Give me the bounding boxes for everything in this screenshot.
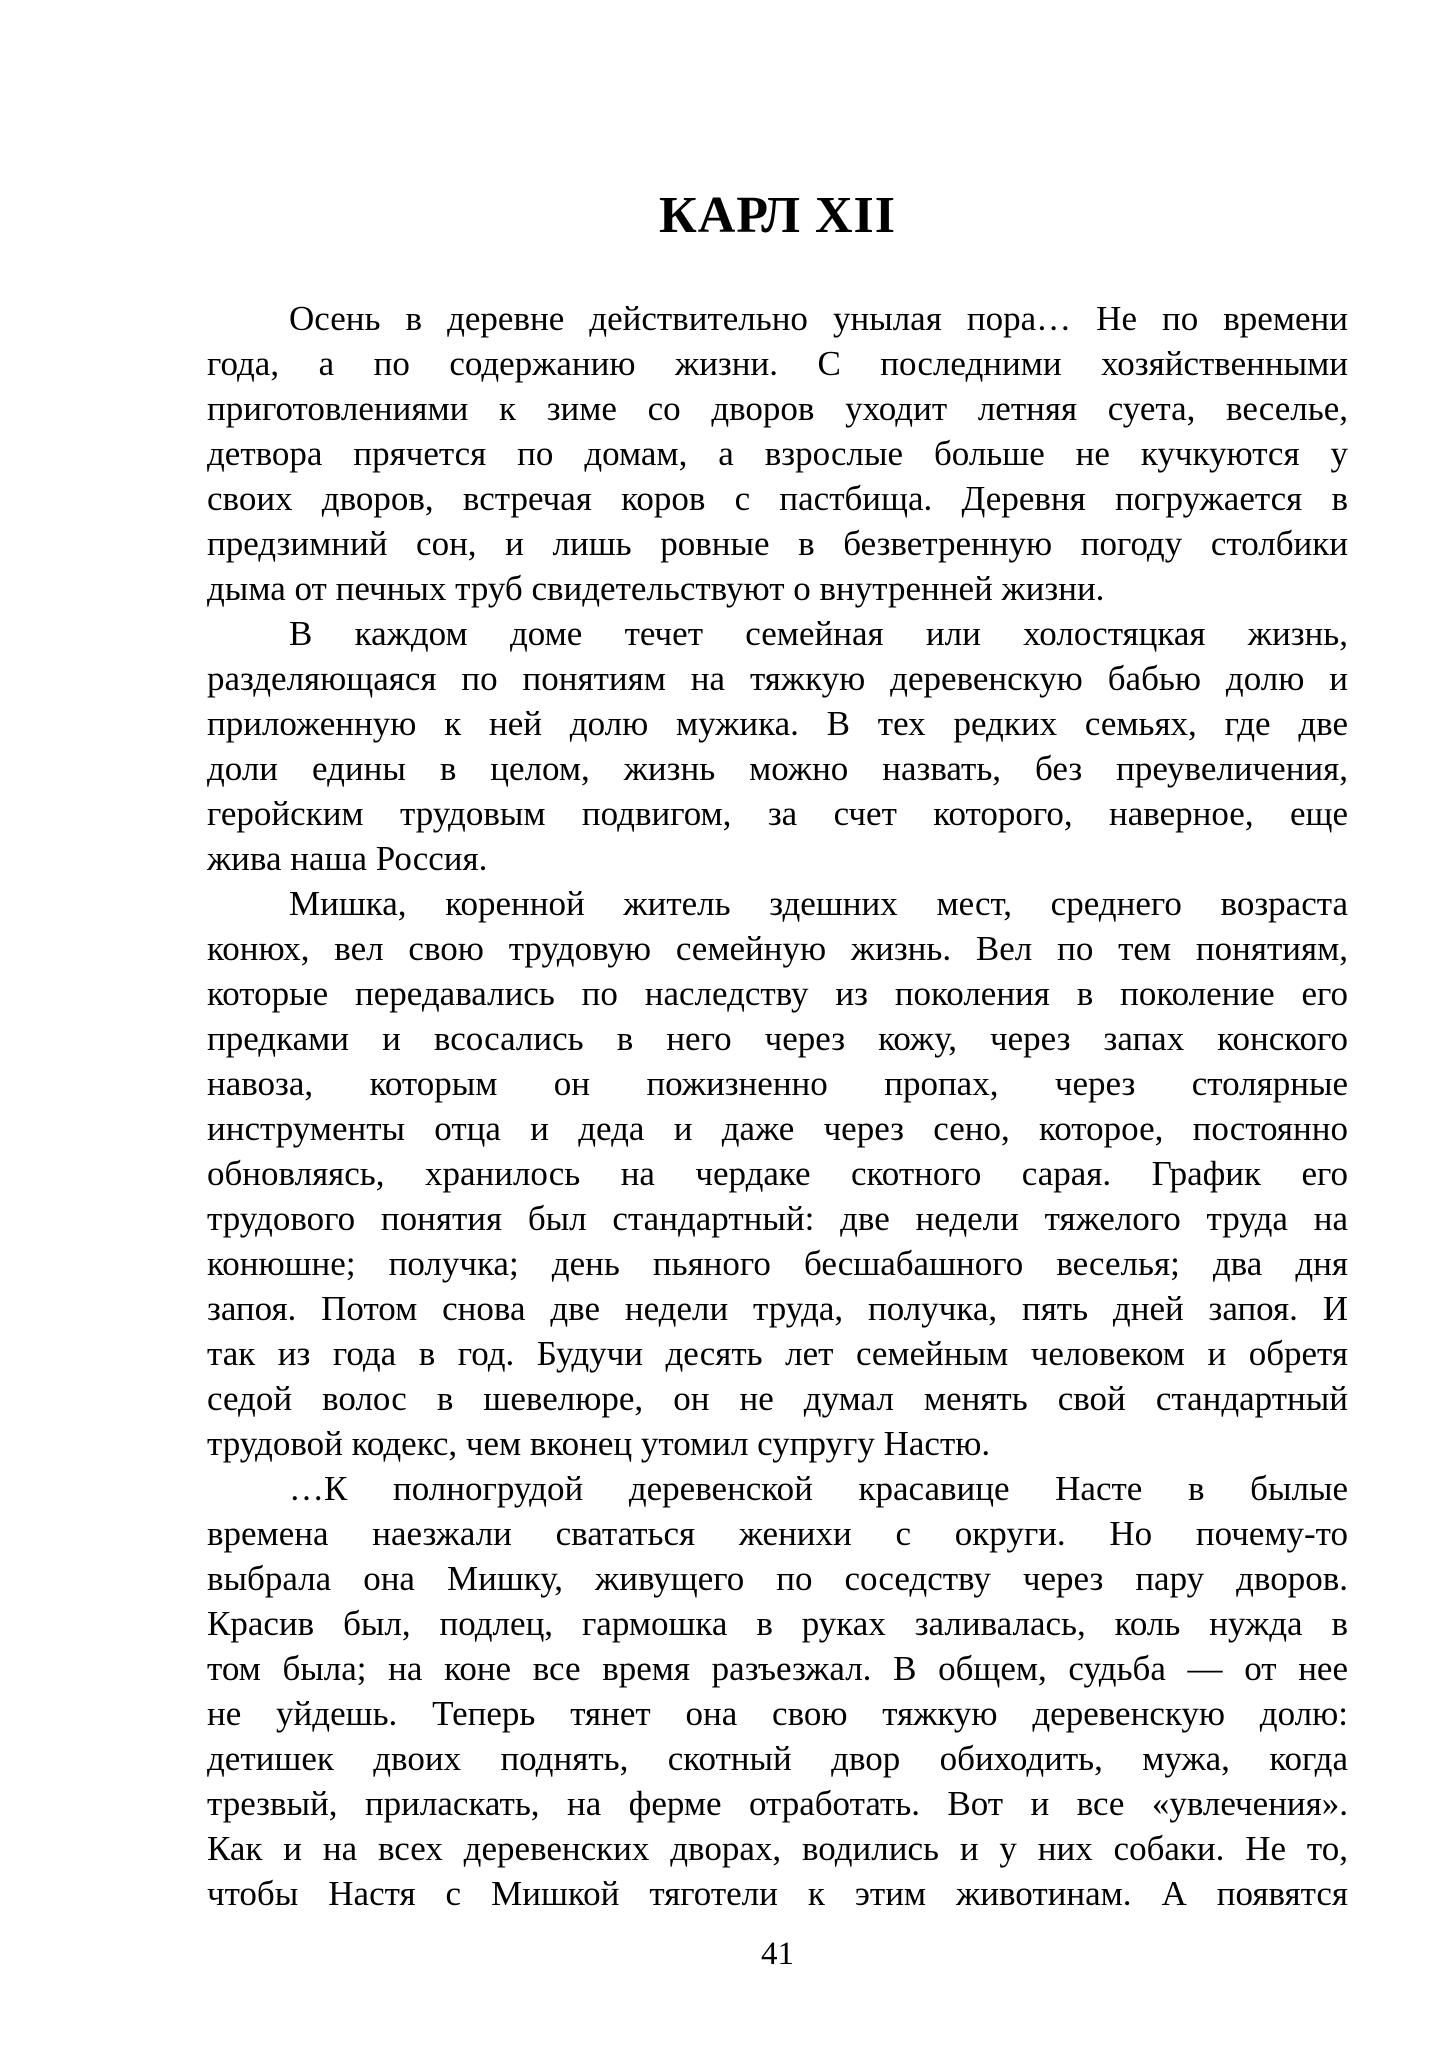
text-line: трудовой кодекс, чем вконец утомил супругу Настю. bbox=[207, 1424, 991, 1463]
text-line: трудового понятия был стандартный: две недели тяжелого труда на bbox=[207, 1199, 1348, 1238]
text-line: детвора прячется по домам, а взрослые больше не кучкуются у bbox=[207, 434, 1348, 473]
text-line: дыма от печных труб свидетельствуют о внутренней жизни. bbox=[207, 569, 1105, 608]
text-line: седой волос в шевелюре, он не думал менять свой стандартный bbox=[207, 1379, 1348, 1418]
text-line: доли едины в целом, жизнь можно назвать, без преувеличения, bbox=[207, 749, 1348, 788]
text-line: Осень в деревне действительно унылая пора… Не по времени bbox=[289, 299, 1348, 338]
text-line: не уйдешь. Теперь тянет она свою тяжкую деревенскую долю: bbox=[207, 1694, 1348, 1733]
body-text bbox=[207, 296, 1348, 1916]
text-line: которые передавались по наследству из поколения в поколение его bbox=[207, 974, 1348, 1013]
chapter-title: КАРЛ XII bbox=[659, 187, 896, 244]
text-line: …К полногрудой деревенской красавице Насте в былые bbox=[289, 1469, 1348, 1508]
text-line: инструменты отца и деда и даже через сено, которое, постоянно bbox=[207, 1109, 1348, 1148]
text-line: В каждом доме течет семейная или холостяцкая жизнь, bbox=[289, 614, 1348, 653]
text-line: своих дворов, встречая коров с пастбища. Деревня погружается в bbox=[207, 479, 1348, 518]
text-line: геройским трудовым подвигом, за счет которого, наверное, еще bbox=[207, 794, 1348, 833]
text-line: предками и всосались в него через кожу, через запах конского bbox=[207, 1019, 1348, 1058]
text-line: запоя. Потом снова две недели труда, получка, пять дней запоя. И bbox=[207, 1289, 1348, 1328]
text-line: Как и на всех деревенских дворах, водились и у них собаки. Не то, bbox=[207, 1829, 1348, 1868]
text-line: Красив был, подлец, гармошка в руках заливалась, коль нужда в bbox=[207, 1604, 1348, 1643]
text-line: конюшне; получка; день пьяного бесшабашного веселья; два дня bbox=[207, 1244, 1348, 1283]
text-line: навоза, которым он пожизненно пропах, через столярные bbox=[207, 1064, 1348, 1103]
text-line: выбрала она Мишку, живущего по соседству через пару дворов. bbox=[207, 1559, 1348, 1598]
page-number: 41 bbox=[761, 1936, 794, 1972]
text-line: трезвый, приласкать, на ферме отработать. Вот и все «увлечения». bbox=[207, 1784, 1348, 1823]
text-line: Мишка, коренной житель здешних мест, среднего возраста bbox=[289, 884, 1348, 923]
page-content bbox=[207, 0, 1348, 1916]
text-line: приложенную к ней долю мужика. В тех редких семьях, где две bbox=[207, 704, 1348, 743]
paragraph bbox=[207, 881, 1348, 1466]
text-line: времена наезжали свататься женихи с округи. Но почему-то bbox=[207, 1514, 1348, 1553]
text-line: разделяющаяся по понятиям на тяжкую деревенскую бабью долю и bbox=[207, 659, 1348, 698]
paragraph bbox=[207, 1466, 1348, 1916]
paragraph bbox=[207, 611, 1348, 881]
text-line: чтобы Настя с Мишкой тяготели к этим животинам. А появятся bbox=[207, 1874, 1348, 1913]
text-line: года, а по содержанию жизни. С последними хозяйственными bbox=[207, 344, 1348, 383]
text-line: так из года в год. Будучи десять лет семейным человеком и обретя bbox=[207, 1334, 1348, 1373]
text-line: том была; на коне все время разъезжал. В общем, судьба — от нее bbox=[207, 1649, 1348, 1688]
text-line: обновляясь, хранилось на чердаке скотного сарая. График его bbox=[207, 1154, 1348, 1193]
text-line: приготовлениями к зиме со дворов уходит летняя суета, веселье, bbox=[207, 389, 1348, 428]
text-line: детишек двоих поднять, скотный двор обиходить, мужа, когда bbox=[207, 1739, 1348, 1778]
paragraph bbox=[207, 296, 1348, 611]
text-line: жива наша Россия. bbox=[207, 839, 488, 878]
text-line: конюх, вел свою трудовую семейную жизнь. Вел по тем понятиям, bbox=[207, 929, 1348, 968]
text-line: предзимний сон, и лишь ровные в безветренную погоду столбики bbox=[207, 524, 1348, 563]
